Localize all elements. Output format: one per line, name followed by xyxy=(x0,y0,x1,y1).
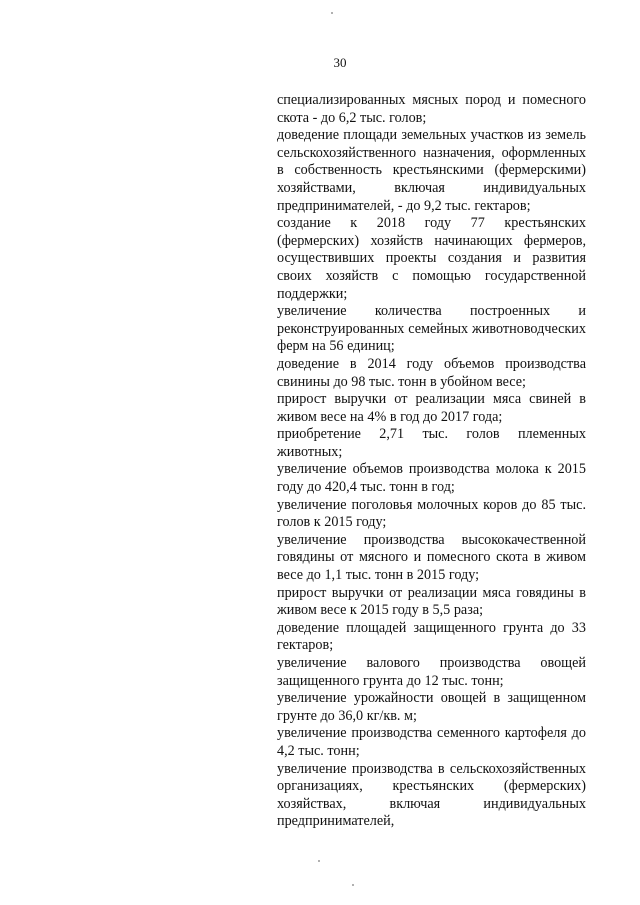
list-item: увеличение производства в сельскохозяйственных организациях, крестьянских (фермерских) хозяйствах, включая индивидуальных предпринимателей, xyxy=(277,760,586,830)
list-item: доведение площади земельных участков из земель сельскохозяйственного назначения, оформленных в собственность крестьянскими (фермерскими) хозяйствами, включая индивидуальных предпринимателей, - до 9,2 тыс. гектаров; xyxy=(277,127,586,214)
list-item: доведение площадей защищенного грунта до 33 гектаров; xyxy=(277,619,586,654)
scan-speck xyxy=(352,884,354,886)
list-item: увеличение поголовья молочных коров до 85 тыс. голов к 2015 году; xyxy=(277,496,586,531)
list-item: увеличение количества построенных и реконструированных семейных животноводческих ферм на 56 единиц; xyxy=(277,303,586,355)
list-item: создание к 2018 году 77 крестьянских (фермерских) хозяйств начинающих фермеров, осуществивших проекты создания и развития своих хозяйств с помощью государственной поддержки; xyxy=(277,215,586,302)
body-text xyxy=(277,92,586,831)
page-number: 30 xyxy=(333,55,347,70)
list-item: увеличение производства высококачественной говядины от мясного и помесного скота в живом весе до 1,1 тыс. тонн в 2015 году; xyxy=(277,531,586,584)
scan-speck xyxy=(331,12,333,14)
list-item: увеличение объемов производства молока к 2015 году до 420,4 тыс. тонн в год; xyxy=(277,461,586,496)
list-item: прирост выручки от реализации мяса свиней в живом весе на 4% в год до 2017 года; xyxy=(277,391,586,425)
list-item: увеличение урожайности овощей в защищенном грунте до 36,0 кг/кв. м; xyxy=(277,690,586,724)
list-item: доведение в 2014 году объемов производства свинины до 98 тыс. тонн в убойном весе; xyxy=(277,355,586,390)
scan-speck xyxy=(318,860,320,862)
list-item: прирост выручки от реализации мяса говядины в живом весе к 2015 году в 5,5 раза; xyxy=(277,584,586,619)
list-item: специализированных мясных пород и помесного скота - до 6,2 тыс. голов; xyxy=(277,92,586,126)
list-item: увеличение валового производства овощей защищенного грунта до 12 тыс. тонн; xyxy=(277,655,586,689)
list-item: приобретение 2,71 тыс. голов племенных животных; xyxy=(277,426,586,460)
list-item: увеличение производства семенного картофеля до 4,2 тыс. тонн; xyxy=(277,725,586,759)
